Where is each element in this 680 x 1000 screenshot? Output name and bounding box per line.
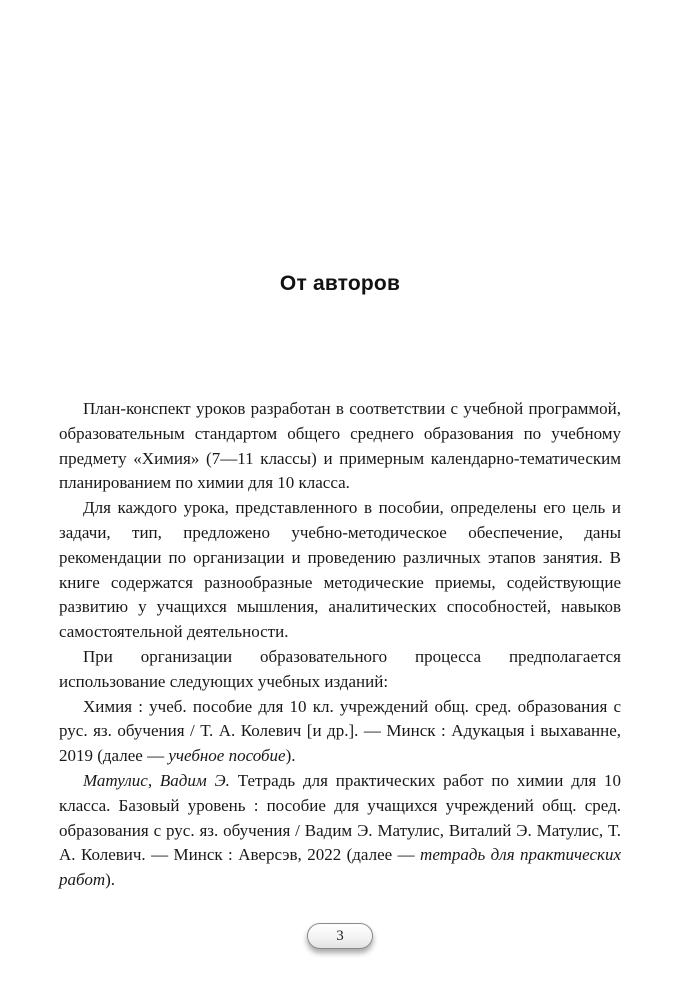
text-run-italic: тетрадь для практических работ [59, 845, 621, 890]
page-number: 3 [336, 927, 344, 944]
text-run: Для каждого урока, представленного в пособии, определены его цель и задачи, тип, предложено учебно-методическое обеспечение, даны рекомендации по организации и проведению различных этапов занятия. В книге содержатся разнообразные методические приемы, содействующие развитию у учащихся мышления, аналитических способностей, навыков самостоятельной деятельности. [59, 498, 621, 642]
paragraph-bibliography-workbook [59, 769, 621, 893]
text-run-italic: Матулис, Вадим Э. [83, 770, 230, 790]
page-body [59, 397, 621, 893]
paragraph-editions-intro [59, 645, 621, 695]
text-run: ). [105, 870, 116, 890]
paragraph-bibliography-textbook [59, 695, 621, 769]
paragraph-intro [59, 397, 621, 496]
page-title: От авторов [279, 272, 401, 295]
text-run: При организации образовательного процесса предполагается использование следующих учебных изданий: [59, 646, 621, 691]
page-number-badge [307, 923, 373, 949]
paragraph-lesson-description [59, 496, 621, 645]
text-run: Тетрадь для практических работ по химии для 10 класса. Базовый уровень : пособие для учащихся учреждений общ. сред. образования с рус. яз. обучения / Вадим Э. Матулис, Виталий Э. Матулис, Т. А. Колевич. — Минск : Аверсэв, 2022 (далее — [59, 770, 621, 865]
text-run-italic: учебное пособие [168, 746, 286, 766]
text-run: ). [285, 746, 296, 766]
text-run: План-конспект уроков разработан в соответствии с учебной программой, образовательным стандартом общего среднего образования по учебному предмету «Химия» (7—11 классы) и примерным календарно-тематическим планированием по химии для 10 класса. [59, 399, 621, 493]
text-run: Химия : учеб. пособие для 10 кл. учреждений общ. сред. образования с рус. яз. обучения / Т. А. Колевич [и др.]. — Минск : Адукацыя і выхаванне, 2019 (далее — [59, 696, 621, 766]
